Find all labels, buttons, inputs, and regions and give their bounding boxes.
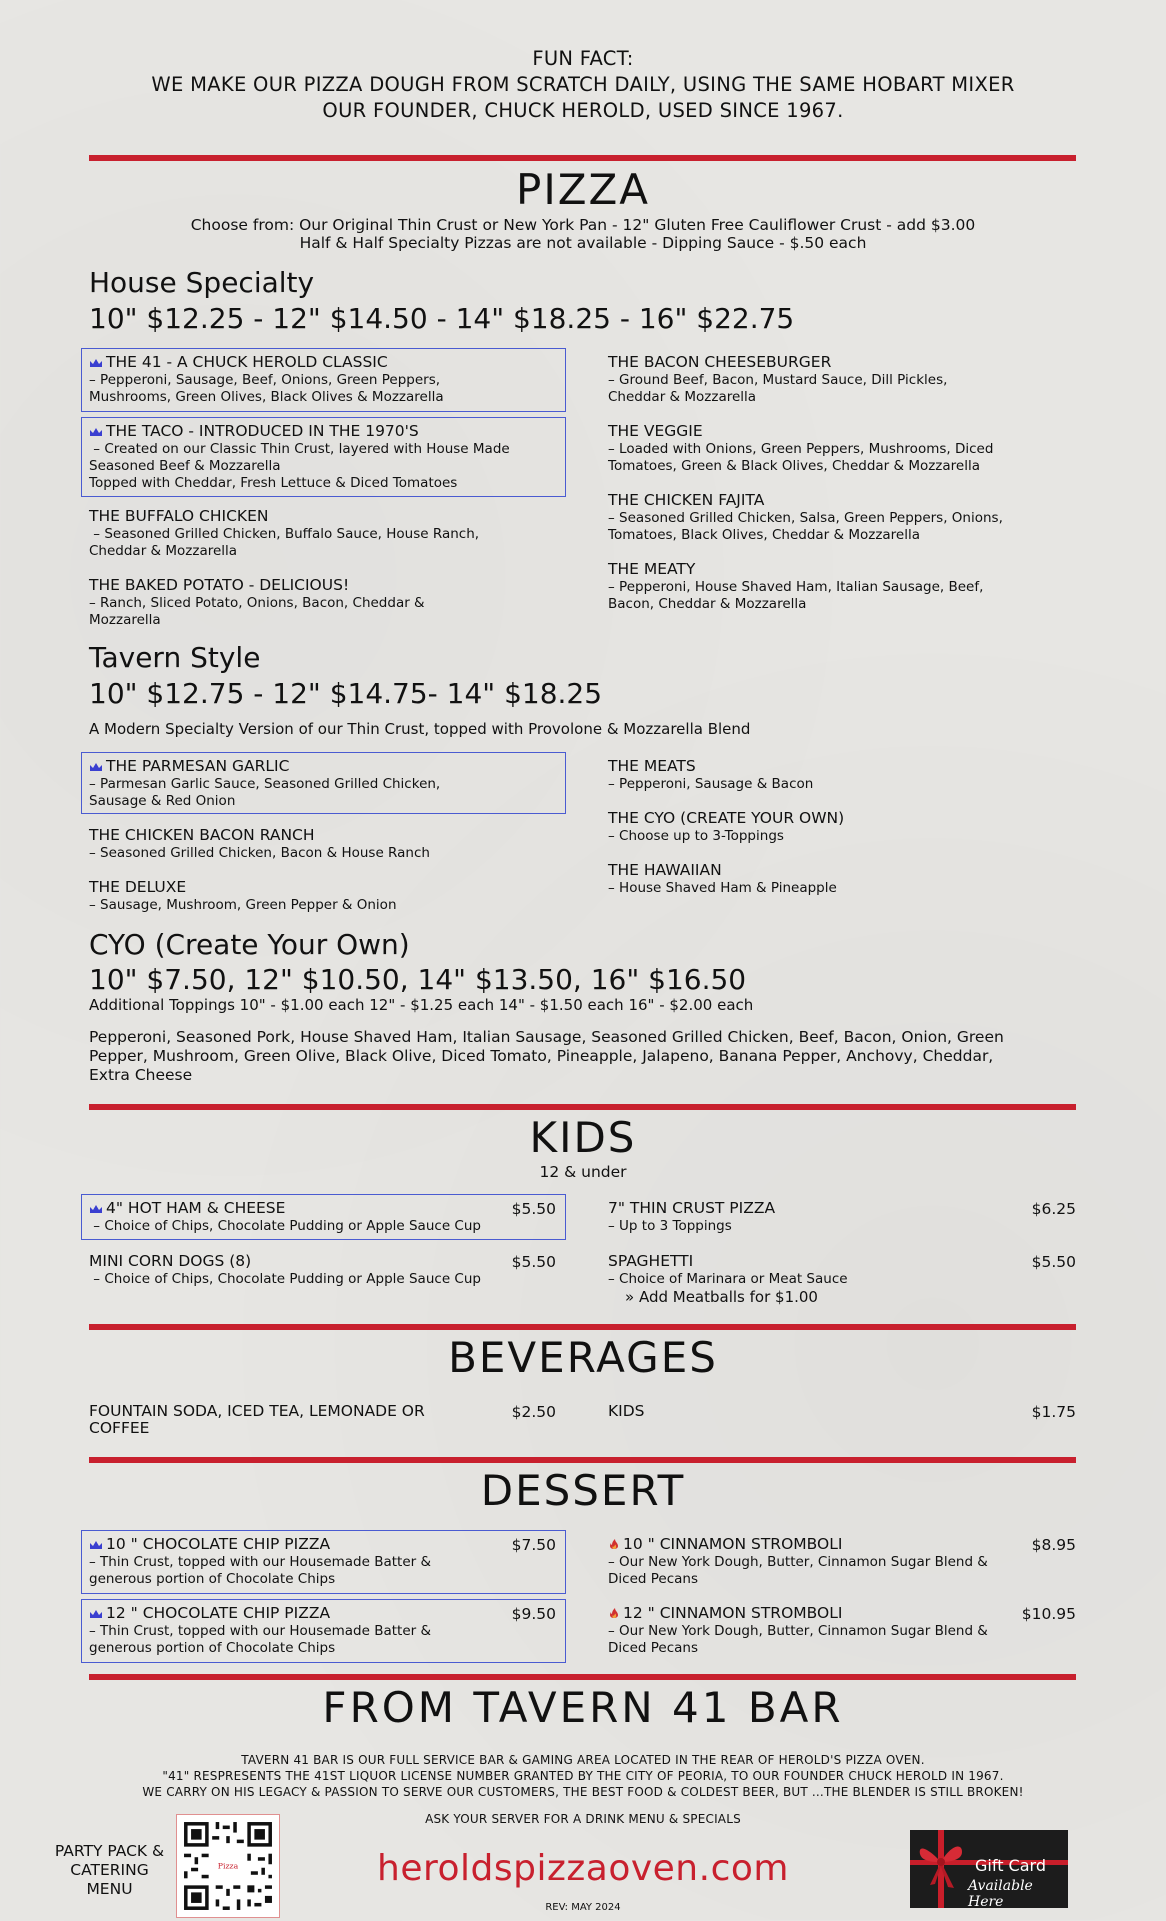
- divider-rule: [89, 155, 1076, 161]
- menu-item: [89, 1536, 556, 1587]
- crown-icon: [89, 1204, 103, 1214]
- item-name: KIDS: [608, 1402, 645, 1420]
- item-desc: Mozzarella: [89, 612, 161, 628]
- fun-fact-line-2: OUR FOUNDER, CHUCK HEROLD, USED SINCE 1967.: [322, 99, 844, 122]
- item-desc: – Choice of Chips, Chocolate Pudding or Apple Sauce Cup: [89, 1218, 481, 1234]
- svg-text:Pizza: Pizza: [217, 1861, 239, 1871]
- divider-rule: [89, 1324, 1076, 1330]
- item-desc: – Pepperoni, Sausage, Beef, Onions, Green Peppers,: [89, 372, 441, 388]
- item-name: THE 41 - A CHUCK HEROLD CLASSIC: [106, 353, 388, 371]
- item-desc: – House Shaved Ham & Pineapple: [608, 880, 837, 896]
- item-desc: – Loaded with Onions, Green Peppers, Mushrooms, Diced: [608, 441, 994, 457]
- item-price: $10.95: [1021, 1605, 1076, 1623]
- item-name: 12 " CINNAMON STROMBOLI: [623, 1604, 843, 1622]
- cyo-title: CYO (Create Your Own): [89, 928, 410, 961]
- menu-item: [89, 879, 564, 913]
- item-price: $5.50: [511, 1200, 556, 1218]
- gift-card-available-text: Available Here: [968, 1878, 1033, 1908]
- menu-item: [608, 354, 1083, 405]
- item-desc: Diced Pecans: [608, 1640, 698, 1656]
- menu-item: [608, 1403, 1076, 1420]
- menu-item: [608, 423, 1083, 474]
- menu-item: [89, 508, 564, 559]
- item-desc: – Parmesan Garlic Sauce, Seasoned Grilled Chicken,: [89, 776, 441, 792]
- bar-line-2: "41" RESPRESENTS THE 41ST LIQUOR LICENSE NUMBER GRANTED BY THE CITY OF PEORIA, TO OUR FOUNDER CHUCK HEROLD IN 1967.: [162, 1769, 1004, 1783]
- cyo-toppings-list: Pepperoni, Seasoned Pork, House Shaved Ham, Italian Sausage, Seasoned Grilled Chicken, Beef, Bacon, Onion, Green Pepper, Mushroom, Green Olive, Black Olive, Diced Tomato, Pineapple, Jalapeno, Banana Pepper, Anchovy, Cheddar, Extra Cheese: [89, 1028, 1004, 1084]
- item-name: FOUNTAIN SODA, ICED TEA, LEMONADE OR: [89, 1402, 425, 1420]
- divider-rule: [89, 1457, 1076, 1463]
- item-price: $5.50: [511, 1253, 556, 1271]
- tavern-style-desc: A Modern Specialty Version of our Thin Crust, topped with Provolone & Mozzarella Blend: [89, 720, 751, 738]
- menu-item: [608, 758, 1083, 792]
- menu-item: [89, 577, 564, 628]
- item-desc: – Ground Beef, Bacon, Mustard Sauce, Dill Pickles,: [608, 372, 948, 388]
- item-name: 12 " CHOCOLATE CHIP PIZZA: [106, 1604, 331, 1622]
- item-price: $1.75: [1031, 1403, 1076, 1421]
- item-desc: Mushrooms, Green Olives, Black Olives & Mozzarella: [89, 389, 444, 405]
- bar-line-1: TAVERN 41 BAR IS OUR FULL SERVICE BAR & GAMING AREA LOCATED IN THE REAR OF HEROLD'S PIZZA OVEN.: [241, 1753, 925, 1767]
- item-desc: – Pepperoni, House Shaved Ham, Italian Sausage, Beef,: [608, 579, 984, 595]
- menu-item: [608, 492, 1083, 543]
- menu-item: [89, 827, 564, 861]
- item-desc: – Choice of Marinara or Meat Sauce: [608, 1271, 848, 1287]
- tavern-style-prices: 10" $12.75 - 12" $14.75- 14" $18.25: [89, 677, 603, 710]
- item-desc: – Pepperoni, Sausage & Bacon: [608, 776, 814, 792]
- pizza-title: PIZZA: [516, 165, 650, 214]
- house-specialty-prices: 10" $12.25 - 12" $14.50 - 14" $18.25 - 16" $22.75: [89, 302, 795, 335]
- item-desc: – Seasoned Grilled Chicken, Buffalo Sauce, House Ranch,: [89, 526, 480, 542]
- flame-icon: [608, 1607, 620, 1619]
- item-desc: Sausage & Red Onion: [89, 793, 236, 809]
- item-desc: – Thin Crust, topped with our Housemade Batter &: [89, 1554, 432, 1570]
- item-desc: – Up to 3 Toppings: [608, 1218, 732, 1234]
- item-addon: » Add Meatballs for $1.00: [625, 1288, 818, 1306]
- item-desc: – Thin Crust, topped with our Housemade Batter &: [89, 1623, 432, 1639]
- party-line-1: PARTY PACK &: [54, 1842, 165, 1860]
- item-name: THE VEGGIE: [608, 422, 703, 440]
- menu-item: [608, 561, 1083, 612]
- menu-item: [608, 1536, 1076, 1587]
- divider-rule: [89, 1104, 1076, 1110]
- bar-line-4: ASK YOUR SERVER FOR A DRINK MENU & SPECIALS: [425, 1812, 741, 1826]
- crown-icon: [89, 427, 103, 437]
- party-line-3: MENU: [86, 1880, 133, 1898]
- item-desc: – Choose up to 3-Toppings: [608, 828, 784, 844]
- bar-line-3: WE CARRY ON HIS LEGACY & PASSION TO SERVE OUR CUSTOMERS, THE BEST FOOD & COLDEST BEER, BUT ...THE BLENDER IS STILL BROKEN!: [142, 1785, 1024, 1799]
- item-desc: Seasoned Beef & Mozzarella: [89, 458, 281, 474]
- item-name: THE HAWAIIAN: [608, 861, 722, 879]
- crown-icon: [89, 358, 103, 368]
- item-desc: Cheddar & Mozzarella: [608, 389, 757, 405]
- item-name: MINI CORN DOGS (8): [89, 1252, 252, 1270]
- item-desc: generous portion of Chocolate Chips: [89, 1640, 336, 1656]
- crown-icon: [89, 762, 103, 772]
- item-desc: – Sausage, Mushroom, Green Pepper & Onion: [89, 897, 397, 913]
- item-price: $2.50: [511, 1403, 556, 1421]
- item-name: THE BUFFALO CHICKEN: [89, 507, 269, 525]
- item-name: THE CHICKEN BACON RANCH: [89, 826, 315, 844]
- party-line-2: CATERING: [70, 1861, 149, 1879]
- item-name: THE BACON CHEESEBURGER: [608, 353, 832, 371]
- item-name: THE TACO - INTRODUCED IN THE 1970'S: [106, 422, 419, 440]
- item-desc: – Our New York Dough, Butter, Cinnamon Sugar Blend &: [608, 1623, 988, 1639]
- item-desc: Topped with Cheddar, Fresh Lettuce & Diced Tomatoes: [89, 475, 458, 491]
- menu-item: [608, 1200, 1076, 1234]
- item-name: 10 " CINNAMON STROMBOLI: [623, 1535, 843, 1553]
- item-desc: – Our New York Dough, Butter, Cinnamon Sugar Blend &: [608, 1554, 988, 1570]
- bar-title: FROM TAVERN 41 BAR: [322, 1683, 844, 1732]
- divider-rule: [89, 1674, 1076, 1680]
- item-price: $9.50: [511, 1605, 556, 1623]
- flame-icon: [608, 1538, 620, 1550]
- website-link[interactable]: heroldspizzaoven.com: [377, 1848, 789, 1889]
- item-desc: Cheddar & Mozzarella: [89, 543, 238, 559]
- item-desc: Tomatoes, Black Olives, Cheddar & Mozzarella: [608, 527, 921, 543]
- fun-fact: [0, 46, 1166, 124]
- dessert-title: DESSERT: [480, 1466, 686, 1515]
- item-desc: Bacon, Cheddar & Mozzarella: [608, 596, 807, 612]
- item-desc: – Seasoned Grilled Chicken, Salsa, Green Peppers, Onions,: [608, 510, 1003, 526]
- menu-item: [89, 1403, 556, 1437]
- item-price: $5.50: [1031, 1253, 1076, 1271]
- item-name: THE DELUXE: [89, 878, 187, 896]
- item-name-cont: COFFEE: [89, 1419, 150, 1437]
- pizza-note-1: Choose from: Our Original Thin Crust or New York Pan - 12" Gluten Free Cauliflower Crust - add $3.00: [190, 216, 976, 234]
- tavern-style-title: Tavern Style: [89, 641, 261, 674]
- item-name: THE MEATS: [608, 757, 696, 775]
- menu-item: [89, 758, 564, 809]
- item-name: THE CHICKEN FAJITA: [608, 491, 765, 509]
- item-desc: – Ranch, Sliced Potato, Onions, Bacon, Cheddar &: [89, 595, 425, 611]
- item-price: $8.95: [1031, 1536, 1076, 1554]
- item-desc: – Seasoned Grilled Chicken, Bacon & House Ranch: [89, 845, 430, 861]
- item-name: 4" HOT HAM & CHEESE: [106, 1199, 286, 1217]
- pizza-note-2: Half & Half Specialty Pizzas are not available - Dipping Sauce - $.50 each: [299, 234, 867, 252]
- kids-subtitle: 12 & under: [539, 1163, 627, 1181]
- menu-item: [89, 1253, 556, 1287]
- house-specialty-title: House Specialty: [89, 266, 315, 299]
- menu-item: [89, 1605, 556, 1656]
- item-name: 7" THIN CRUST PIZZA: [608, 1199, 776, 1217]
- cyo-toppings-price: Additional Toppings 10" - $1.00 each 12" - $1.25 each 14" - $1.50 each 16" - $2.00 each: [89, 996, 754, 1014]
- item-price: $6.25: [1031, 1200, 1076, 1218]
- gift-card-badge: [910, 1830, 1068, 1908]
- item-price: $7.50: [511, 1536, 556, 1554]
- item-desc: – Choice of Chips, Chocolate Pudding or Apple Sauce Cup: [89, 1271, 481, 1287]
- fun-fact-line-1: WE MAKE OUR PIZZA DOUGH FROM SCRATCH DAILY, USING THE SAME HOBART MIXER: [151, 73, 1015, 96]
- cyo-prices: 10" $7.50, 12" $10.50, 14" $13.50, 16" $16.50: [89, 963, 747, 996]
- crown-icon: [89, 1540, 103, 1550]
- fun-fact-title: FUN FACT:: [532, 47, 634, 70]
- item-name: THE CYO (CREATE YOUR OWN): [608, 809, 845, 827]
- menu-item: [89, 354, 564, 405]
- item-name: 10 " CHOCOLATE CHIP PIZZA: [106, 1535, 331, 1553]
- beverages-title: BEVERAGES: [448, 1333, 718, 1382]
- menu-item: [608, 810, 1083, 844]
- menu-item: [608, 1605, 1076, 1656]
- item-name: THE BAKED POTATO - DELICIOUS!: [89, 576, 350, 594]
- item-name: THE PARMESAN GARLIC: [106, 757, 290, 775]
- menu-item: [608, 1253, 1076, 1306]
- item-name: SPAGHETTI: [608, 1252, 694, 1270]
- kids-title: KIDS: [529, 1113, 637, 1162]
- gift-card-text: Gift Card: [975, 1856, 1046, 1875]
- item-desc: Tomatoes, Green & Black Olives, Cheddar & Mozzarella: [608, 458, 981, 474]
- menu-item: [89, 423, 564, 491]
- item-desc: generous portion of Chocolate Chips: [89, 1571, 336, 1587]
- item-desc: Diced Pecans: [608, 1571, 698, 1587]
- item-name: THE MEATY: [608, 560, 696, 578]
- crown-icon: [89, 1609, 103, 1619]
- revision-date: REV: MAY 2024: [545, 1902, 621, 1913]
- item-desc: – Created on our Classic Thin Crust, layered with House Made: [89, 441, 510, 457]
- menu-item: [608, 862, 1083, 896]
- menu-item: [89, 1200, 556, 1234]
- bar-description: [0, 1752, 1166, 1800]
